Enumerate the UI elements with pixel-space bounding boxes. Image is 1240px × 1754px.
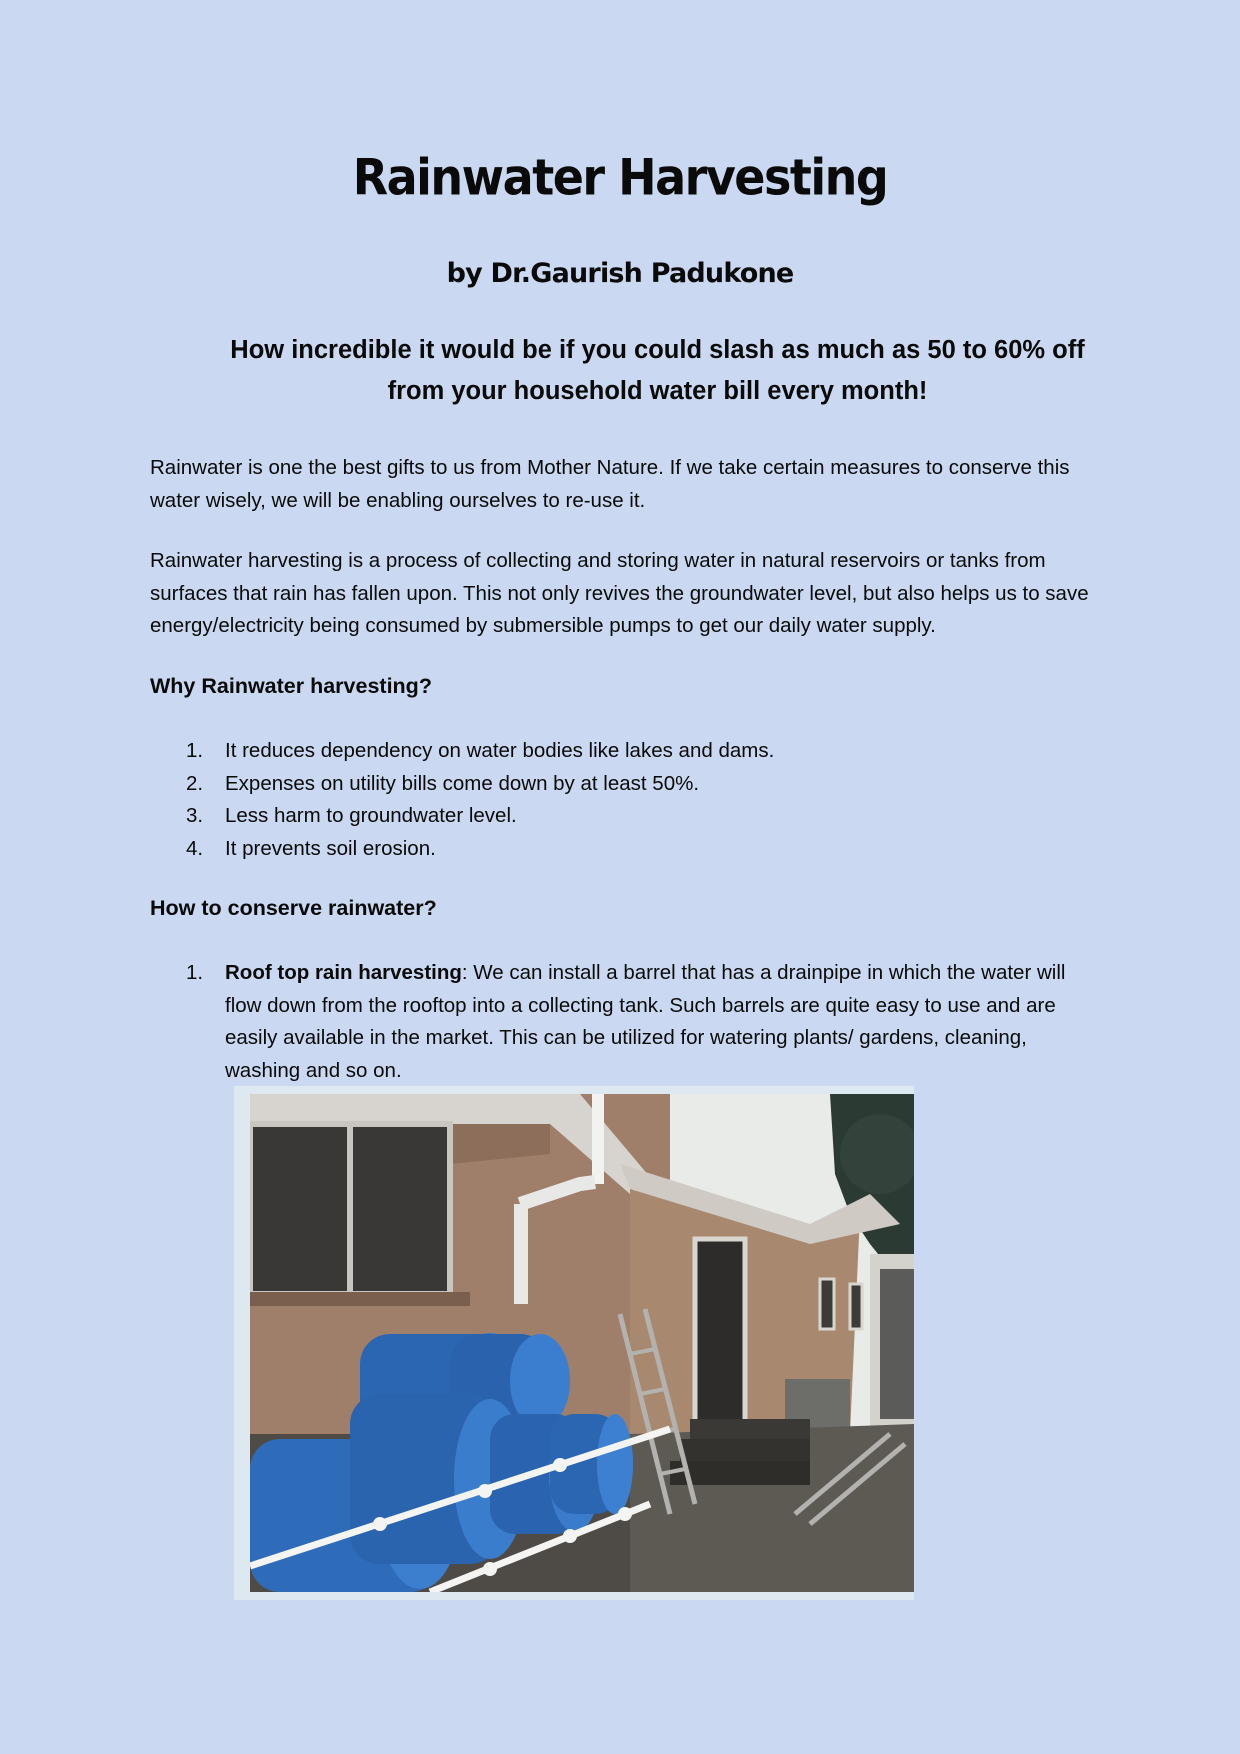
- list-item: [150, 768, 1100, 801]
- rain-barrels-illustration: [250, 1094, 914, 1592]
- list-number: 1.: [186, 961, 204, 984]
- intro-paragraph: Rainwater is one the best gifts to us from Mother Nature. If we take certain measures to conserve this water wisely, we will be enabling ourselves to re-use it.: [150, 456, 1070, 512]
- list-number: 2.: [186, 771, 204, 795]
- why-heading: Why Rainwater harvesting?: [150, 674, 432, 698]
- list-item: [150, 800, 1100, 833]
- list-item: [150, 957, 1095, 1087]
- list-item: [150, 735, 1100, 768]
- list-item: [150, 833, 1100, 866]
- author-line: by Dr.Gaurish Padukone: [446, 258, 794, 289]
- list-item-text: It prevents soil erosion.: [225, 836, 436, 860]
- list-item-bold-lead: Roof top rain harvesting: [225, 961, 462, 984]
- rain-barrels-photo: [250, 1094, 914, 1592]
- list-number: 1.: [186, 739, 204, 762]
- list-number: 4.: [186, 836, 204, 860]
- list-item-text: It reduces dependency on water bodies like lakes and dams.: [225, 739, 775, 762]
- how-list: [150, 957, 1095, 1087]
- how-heading: How to conserve rainwater?: [150, 896, 437, 920]
- list-number: 3.: [186, 804, 204, 827]
- why-list: [150, 735, 1100, 865]
- list-item-text: Less harm to groundwater level.: [225, 804, 517, 827]
- definition-paragraph: Rainwater harvesting is a process of collecting and storing water in natural reservoirs or tanks from surfaces that rain has fallen upon. This not only revives the groundwater level, but also helps us to save energy/electricity being consumed by submersible pumps to get our daily water supply.: [150, 549, 1089, 637]
- rain-barrels-photo-frame: [234, 1086, 914, 1600]
- tagline: How incredible it would be if you could slash as much as 50 to 60% off from your household water bill every month!: [230, 336, 1085, 405]
- list-item-text: Expenses on utility bills come down by at least 50%.: [225, 771, 700, 795]
- document-title: Rainwater Harvesting: [352, 147, 888, 207]
- list-item-text: : We can install a barrel that has a drainpipe in which the water will flow down from the rooftop into a collecting tank. Such barrels are quite easy to use and are easily available in the market. This can be utilized for watering plants/ gardens, cleaning, washing and so on.: [225, 961, 1066, 1082]
